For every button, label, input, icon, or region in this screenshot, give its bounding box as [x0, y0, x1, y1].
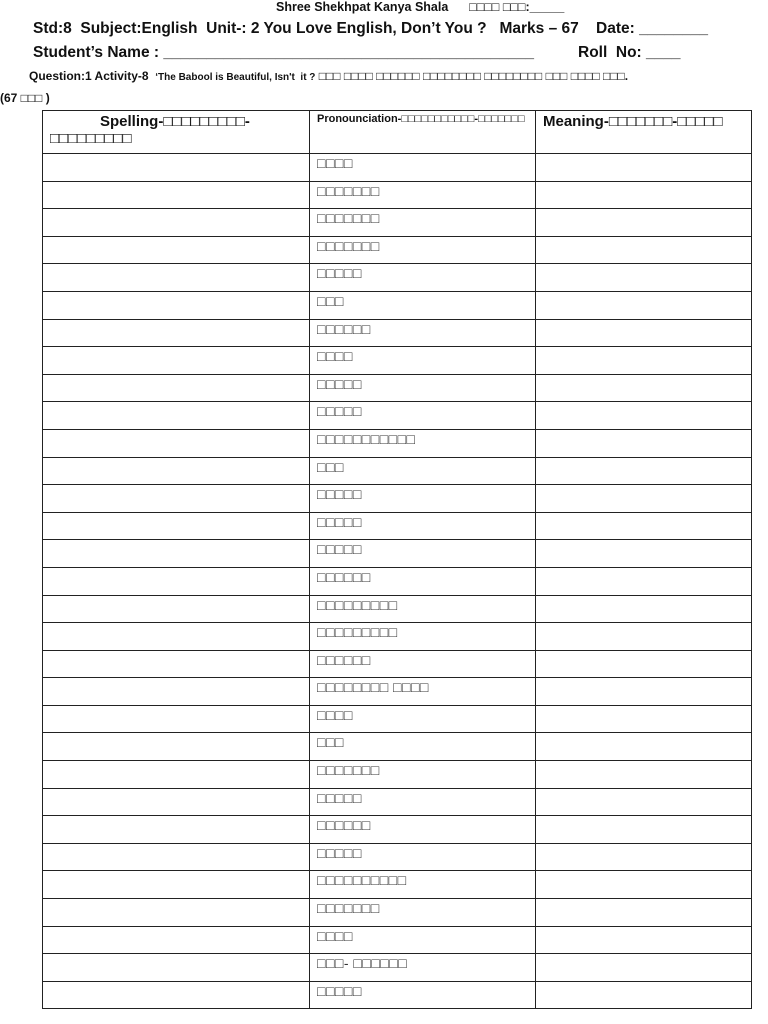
meaning-cell[interactable] — [536, 209, 752, 237]
table-row — [43, 926, 752, 954]
meaning-cell[interactable] — [536, 485, 752, 513]
spelling-cell[interactable] — [43, 650, 310, 678]
spelling-cell[interactable] — [43, 871, 310, 899]
spelling-cell[interactable] — [43, 816, 310, 844]
meaning-cell[interactable] — [536, 981, 752, 1009]
spelling-cell[interactable] — [43, 788, 310, 816]
meaning-cell[interactable] — [536, 457, 752, 485]
spelling-cell[interactable] — [43, 705, 310, 733]
column-header-pronunciation: Pronounciation-□□□□□□□□□□□-□□□□□□□ — [310, 111, 536, 154]
table-row — [43, 236, 752, 264]
pronunciation-cell: □□□□ — [310, 705, 536, 733]
meaning-cell[interactable] — [536, 567, 752, 595]
meaning-cell[interactable] — [536, 595, 752, 623]
meaning-cell[interactable] — [536, 954, 752, 982]
table-row — [43, 291, 752, 319]
pronunciation-cell: □□□□□ — [310, 981, 536, 1009]
table-row — [43, 347, 752, 375]
spelling-cell[interactable] — [43, 291, 310, 319]
spelling-cell[interactable] — [43, 236, 310, 264]
meaning-cell[interactable] — [536, 512, 752, 540]
meaning-cell[interactable] — [536, 264, 752, 292]
pronunciation-cell: □□□□□ — [310, 512, 536, 540]
table-row — [43, 595, 752, 623]
spelling-cell[interactable] — [43, 678, 310, 706]
table-row — [43, 954, 752, 982]
pronunciation-cell: □□□□□□□□□ — [310, 595, 536, 623]
spelling-cell[interactable] — [43, 154, 310, 182]
subject: Subject:English — [80, 20, 198, 37]
pronunciation-cell: □□□ — [310, 291, 536, 319]
table-row — [43, 567, 752, 595]
instruction-gujarati: □□□ □□□□ □□□□□□ □□□□□□□□ □□□□□□□□ □□□ □□□□ □□□. — [318, 69, 629, 83]
meaning-cell[interactable] — [536, 623, 752, 651]
date-field[interactable]: Date: ________ — [596, 20, 709, 37]
school-name: Shree Shekhpat Kanya Shala — [276, 0, 449, 14]
question-label: Question:1 Activity-8 — [29, 69, 149, 83]
spelling-cell[interactable] — [43, 954, 310, 982]
spelling-cell[interactable] — [43, 264, 310, 292]
spelling-cell[interactable] — [43, 512, 310, 540]
meaning-cell[interactable] — [536, 347, 752, 375]
table-row — [43, 512, 752, 540]
table-row — [43, 816, 752, 844]
column-header-meaning: Meaning-□□□□□□□-□□□□□ — [536, 111, 752, 154]
pronunciation-cell: □□□□□ — [310, 402, 536, 430]
pronunciation-cell: □□□□□□ — [310, 650, 536, 678]
spelling-header-line2: □□□□□□□□□ — [50, 130, 132, 147]
student-name-field[interactable]: Student’s Name : ___________________________________________ — [33, 44, 535, 61]
table-row — [43, 540, 752, 568]
meaning-cell[interactable] — [536, 733, 752, 761]
table-row — [43, 154, 752, 182]
table-row — [43, 402, 752, 430]
marks: Marks – 67 — [499, 20, 579, 37]
spelling-cell[interactable] — [43, 899, 310, 927]
pronunciation-cell: □□□□□□□ — [310, 236, 536, 264]
table-header-row — [43, 111, 752, 154]
table-row — [43, 899, 752, 927]
question-line — [29, 69, 628, 83]
spelling-cell[interactable] — [43, 843, 310, 871]
pronunciation-cell: □□□□ — [310, 926, 536, 954]
pronunciation-cell: □□□ — [310, 733, 536, 761]
spelling-cell[interactable] — [43, 319, 310, 347]
spelling-cell[interactable] — [43, 595, 310, 623]
meaning-cell[interactable] — [536, 181, 752, 209]
standard: Std:8 — [33, 20, 72, 37]
spelling-cell[interactable] — [43, 374, 310, 402]
spelling-cell[interactable] — [43, 981, 310, 1009]
meaning-cell[interactable] — [536, 154, 752, 182]
meaning-cell[interactable] — [536, 705, 752, 733]
table-row — [43, 457, 752, 485]
table-row — [43, 650, 752, 678]
pronunciation-cell: □□□□□ — [310, 264, 536, 292]
spelling-cell[interactable] — [43, 623, 310, 651]
table-row — [43, 678, 752, 706]
meaning-cell[interactable] — [536, 402, 752, 430]
meaning-cell[interactable] — [536, 926, 752, 954]
spelling-cell[interactable] — [43, 402, 310, 430]
meaning-cell[interactable] — [536, 788, 752, 816]
spelling-cell[interactable] — [43, 733, 310, 761]
pronunciation-cell: □□□□□□□□□□□ — [310, 429, 536, 457]
table-row — [43, 733, 752, 761]
pronunciation-cell: □□□□□□□□□ — [310, 623, 536, 651]
meaning-cell[interactable] — [536, 429, 752, 457]
pronunciation-cell: □□□□ — [310, 154, 536, 182]
pronunciation-cell: □□□ — [310, 457, 536, 485]
meaning-cell[interactable] — [536, 843, 752, 871]
table-row — [43, 788, 752, 816]
pronunciation-cell: □□□□ — [310, 347, 536, 375]
pronunciation-cell: □□□□□□□□ □□□□ — [310, 678, 536, 706]
meaning-cell[interactable] — [536, 374, 752, 402]
spelling-cell[interactable] — [43, 181, 310, 209]
spelling-cell[interactable] — [43, 540, 310, 568]
pronunciation-cell: □□□□□□□ — [310, 761, 536, 789]
pronunciation-cell: □□□□□ — [310, 843, 536, 871]
pronunciation-cell: □□□□□ — [310, 540, 536, 568]
unit: Unit-: 2 You Love English, Don’t You ? — [206, 20, 487, 37]
table-row — [43, 264, 752, 292]
table-row — [43, 319, 752, 347]
school-header — [276, 0, 564, 14]
pronunciation-cell: □□□□□□□ — [310, 209, 536, 237]
column-header-spelling — [43, 111, 310, 154]
marks-gujarati: (67 □□□ ) — [0, 91, 50, 105]
roll-no-field[interactable]: Roll No: ____ — [578, 44, 681, 61]
table-row — [43, 623, 752, 651]
meaning-cell[interactable] — [536, 678, 752, 706]
pronunciation-cell: □□□□□ — [310, 485, 536, 513]
table-row — [43, 871, 752, 899]
pronunciation-cell: □□□□□ — [310, 788, 536, 816]
meaning-cell[interactable] — [536, 816, 752, 844]
spelling-cell[interactable] — [43, 457, 310, 485]
pronunciation-cell: □□□□□□□ — [310, 899, 536, 927]
spelling-cell[interactable] — [43, 567, 310, 595]
pronunciation-cell: □□□□□□ — [310, 816, 536, 844]
pronunciation-cell: □□□□□ — [310, 374, 536, 402]
meaning-cell[interactable] — [536, 761, 752, 789]
student-info-line — [33, 44, 681, 62]
table-row — [43, 843, 752, 871]
pronunciation-cell: □□□□□□ — [310, 567, 536, 595]
spelling-header-line1: Spelling-□□□□□□□□□- — [100, 113, 250, 130]
vocabulary-table — [42, 110, 752, 1009]
lesson-title: ‘The Babool is Beautiful, Isn't it ? — [155, 72, 316, 83]
spelling-cell[interactable] — [43, 926, 310, 954]
meaning-cell[interactable] — [536, 899, 752, 927]
meaning-cell[interactable] — [536, 319, 752, 347]
exam-info-line — [33, 20, 708, 38]
meaning-cell[interactable] — [536, 871, 752, 899]
table-row — [43, 209, 752, 237]
roll-number-label-gujarati: □□□□ □□□:_____ — [469, 0, 565, 14]
meaning-cell[interactable] — [536, 236, 752, 264]
meaning-cell[interactable] — [536, 650, 752, 678]
table-row — [43, 705, 752, 733]
pronunciation-cell: □□□□□□ — [310, 319, 536, 347]
pronunciation-cell: □□□- □□□□□□ — [310, 954, 536, 982]
spelling-cell[interactable] — [43, 347, 310, 375]
meaning-cell[interactable] — [536, 291, 752, 319]
spelling-cell[interactable] — [43, 485, 310, 513]
spelling-cell[interactable] — [43, 761, 310, 789]
meaning-cell[interactable] — [536, 540, 752, 568]
pronunciation-cell: □□□□□□□□□□ — [310, 871, 536, 899]
pronunciation-cell: □□□□□□□ — [310, 181, 536, 209]
table-row — [43, 181, 752, 209]
table-row — [43, 374, 752, 402]
table-row — [43, 981, 752, 1009]
table-row — [43, 761, 752, 789]
table-row — [43, 429, 752, 457]
spelling-cell[interactable] — [43, 209, 310, 237]
spelling-cell[interactable] — [43, 429, 310, 457]
table-row — [43, 485, 752, 513]
